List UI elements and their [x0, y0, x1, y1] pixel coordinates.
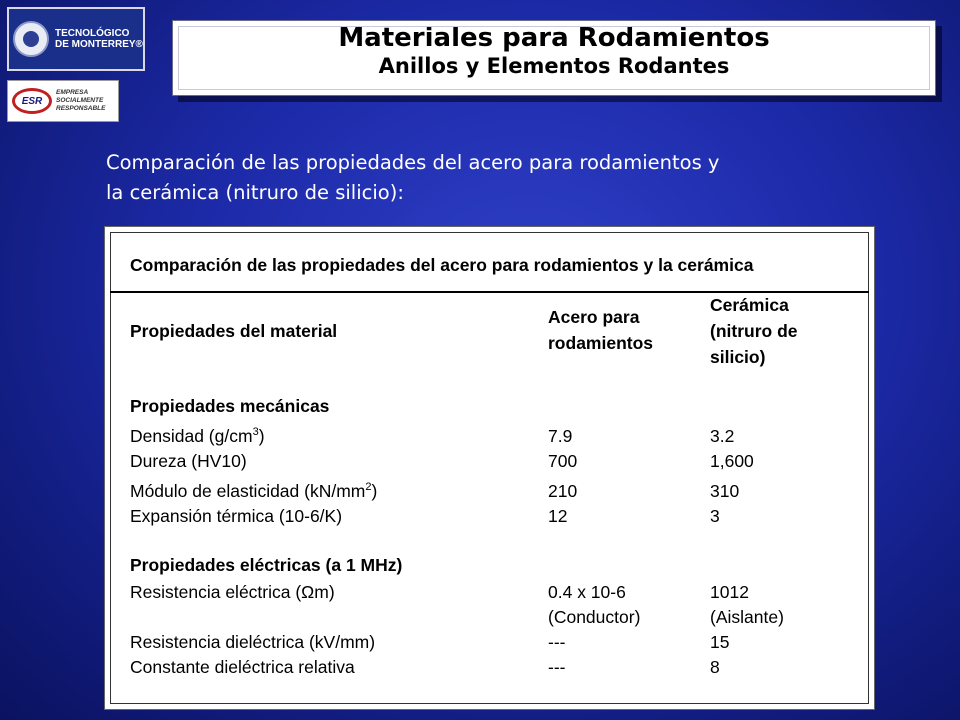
row-expansion-label: Expansión térmica (10-6/K)	[130, 506, 343, 526]
header-steel-1: Acero para	[548, 307, 640, 327]
row-resistance-steel-note: (Conductor)	[548, 607, 641, 627]
slide-subtitle: Anillos y Elementos Rodantes	[378, 54, 730, 78]
header-steel-2: rodamientos	[548, 333, 654, 353]
row-resistance-steel: 0.4 x 10-6	[548, 582, 626, 602]
row-dielectric-constant-label: Constante dieléctrica relativa	[130, 657, 355, 677]
header-ceramic-3: silicio)	[710, 347, 766, 367]
esr-logo	[7, 80, 119, 122]
table-caption: Comparación de las propiedades del acero para rodamientos y la cerámica	[130, 255, 754, 275]
row-resistance-ceramic-note: (Aislante)	[710, 607, 784, 627]
row-dielectric-constant-ceramic: 8	[710, 657, 720, 677]
tec-monterrey-logo	[7, 7, 145, 71]
row-modulus-steel: 210	[548, 481, 578, 501]
comparison-table	[104, 226, 875, 710]
esr-mark-icon: ESR	[12, 88, 52, 114]
row-resistance-label: Resistencia eléctrica (Ωm)	[130, 582, 335, 602]
row-hardness-label: Dureza (HV10)	[130, 451, 247, 471]
logo-text: TECNOLÓGICO DE MONTERREY®	[55, 28, 143, 50]
row-dielectric-strength-ceramic: 15	[710, 632, 730, 652]
header-property: Propiedades del material	[130, 321, 338, 341]
intro-text: Comparación de las propiedades del acero para rodamientos y la cerámica (nitruro de silicio):	[106, 151, 720, 204]
row-resistance-ceramic: 1012	[710, 582, 749, 602]
row-expansion-steel: 12	[548, 506, 568, 526]
row-dielectric-constant-steel: ---	[548, 657, 566, 677]
esr-text: EMPRESA SOCIALMENTE RESPONSABLE	[56, 89, 106, 112]
row-modulus-ceramic: 310	[710, 481, 740, 501]
slide-title: Materiales para Rodamientos	[338, 23, 770, 53]
row-dielectric-strength-label: Resistencia dieléctrica (kV/mm)	[130, 632, 376, 652]
row-modulus-label: Módulo de elasticidad $(kN/mm^2)$	[130, 481, 378, 501]
row-density-label: Densidad $(g/cm^3)$	[130, 426, 265, 446]
row-hardness-steel: 700	[548, 451, 578, 471]
row-dielectric-strength-steel: ---	[548, 632, 566, 652]
title-box	[172, 20, 936, 96]
row-density-ceramic: 3.2	[710, 426, 735, 446]
section-electrical: Propiedades eléctricas (a 1 MHz)	[130, 555, 403, 575]
seal-icon	[13, 21, 49, 57]
row-expansion-ceramic: 3	[710, 506, 720, 526]
section-mechanical: Propiedades mecánicas	[130, 396, 330, 416]
row-hardness-ceramic: 1,600	[710, 451, 754, 471]
row-density-steel: 7.9	[548, 426, 573, 446]
header-ceramic-1: Cerámica	[710, 295, 789, 315]
header-ceramic-2: (nitruro de	[710, 321, 798, 341]
